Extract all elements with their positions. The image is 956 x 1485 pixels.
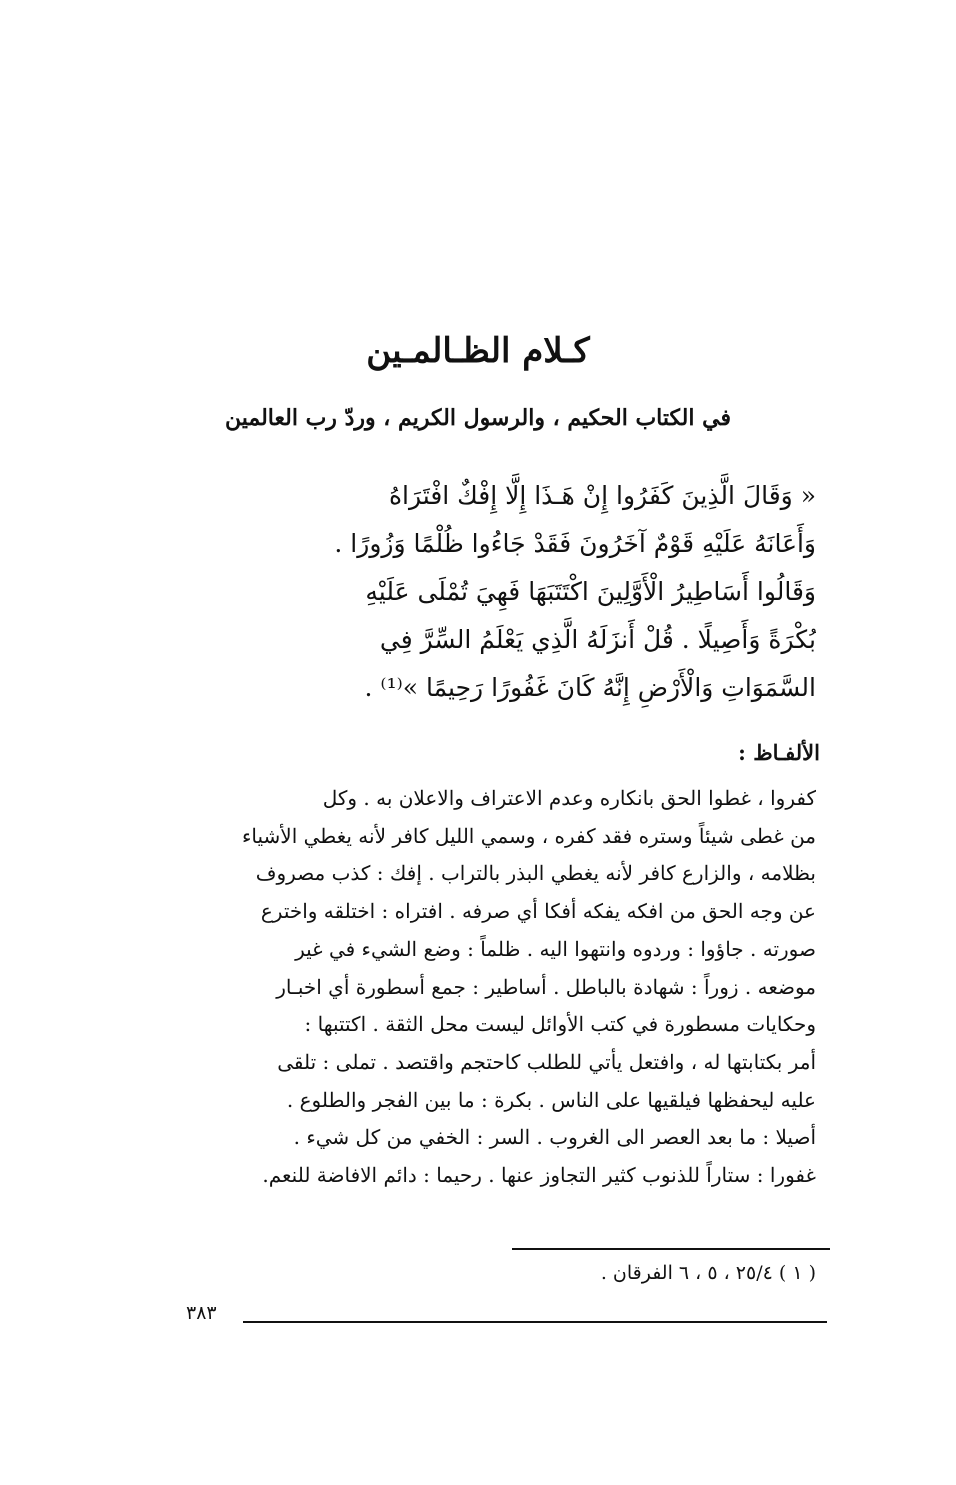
vocabulary-heading: الألفـاظ : [738,740,820,765]
body-line: موضعه . زوراً : شهادة بالباطل . أساطير : جمع أسطورة أي اخبـار [276,974,816,999]
body-line: صورته . جاؤوا : وردوه وانتهوا اليه . ظلماً : وضع الشيء في غير [295,936,816,961]
vocabulary-body [186,780,816,1195]
footnote: ( ١ ) ٢٥/٤ ، ٥ ، ٦ الفرقان . [600,1262,816,1284]
footnote-divider [512,1248,830,1250]
page-number-rule [243,1321,827,1323]
verse-line: وَقَالُوا أَسَاطِيرُ الْأَوَّلِينَ اكْتَتَبَهَا فَهِيَ تُمْلَى عَلَيْهِ [365,577,816,606]
verse-line: « وَقَالَ الَّذِينَ كَفَرُوا إِنْ هَـذَا إِلَّا إِفْكٌ افْتَرَاهُ [388,481,816,510]
chapter-subtitle: في الكتاب الحكيم ، والرسول الكريم ، وردّ رب العالمين [225,405,731,431]
verse-line: السَّمَوَاتِ وَالْأَرْضِ إِنَّهُ كَانَ غَفُورًا رَحِيمًا »⁽¹⁾ . [364,673,816,702]
body-line: كفروا ، غطوا الحق بانكاره وعدم الاعتراف والاعلان به . وكل [322,786,816,810]
body-line: من غطى شيئاً وستره فقد كفره ، وسمي الليل كافر لأنه يغطي الأشياء [242,823,816,848]
chapter-title: كـلام الظـالمـين [366,331,590,371]
quran-verse-block [186,472,816,712]
body-line: وحكايات مسطورة في كتب الأوائل ليست محل الثقة . اكتتبها : [304,1012,816,1037]
body-line: عليه ليحفظها فيلقيها على الناس . بكرة : ما بين الفجر والطلوع . [286,1087,816,1112]
page-number: ٣٨٣ [186,1302,217,1324]
body-line: غفورا : ستاراً للذنوب كثير التجاوز عنها . رحيما : دائم الافاضة للنعم. [262,1163,816,1188]
verse-line: بُكْرَةً وَأَصِيلًا . قُلْ أَنزَلَهُ الَّذِي يَعْلَمُ السِّرَّ فِي [379,625,816,654]
verse-line: وَأَعَانَهُ عَلَيْهِ قَوْمٌ آخَرُونَ فَقَدْ جَاءُوا ظُلْمًا وَزُورًا . [334,529,816,558]
body-line: بظلامه ، والزارع كافر لأنه يغطي البذر بالتراب . إفك : كذب مصروف [255,861,816,886]
body-line: أمر بكتابتها له ، وافتعل يأتي للطلب كاحتجم واقتصد . تملى : تلقى [277,1049,816,1074]
body-line: عن وجه الحق من افكه يفكه أفكا أي صرفه . افتراه : اختلقه واخترع [260,899,816,924]
body-line: أصيلا : ما بعد العصر الى الغروب . السر : الخفي من كل شيء . [293,1125,816,1150]
